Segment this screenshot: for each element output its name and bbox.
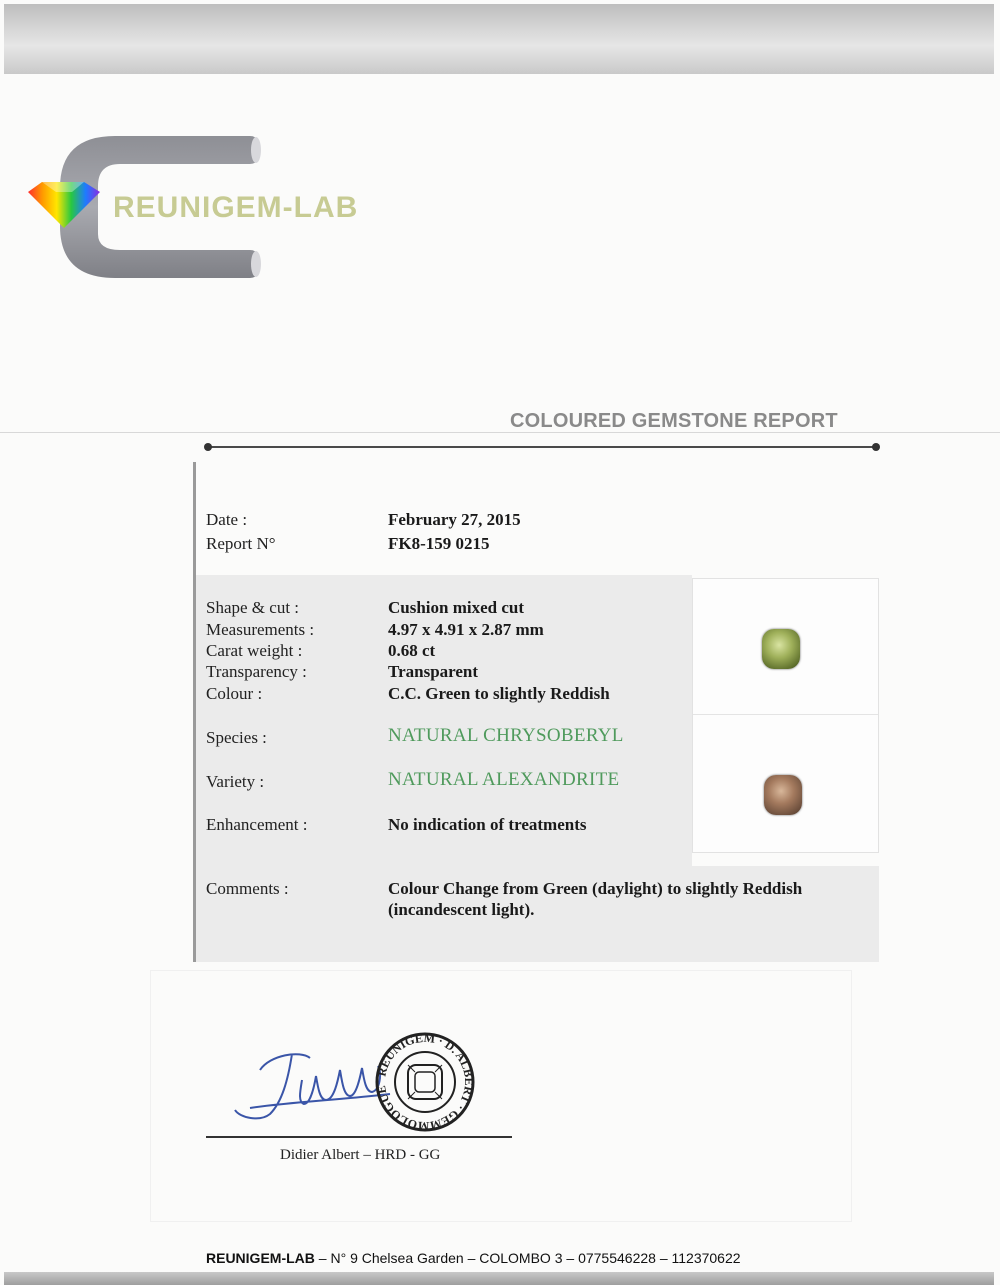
bottom-footer-band	[4, 1272, 994, 1285]
carat-weight-label: Carat weight :	[206, 641, 303, 660]
enhancement-value: No indication of treatments	[388, 815, 587, 834]
comments-value-line2: (incandescent light).	[388, 900, 535, 919]
footer-address	[206, 1250, 741, 1266]
enhancement-label: Enhancement :	[206, 815, 308, 834]
comments-label: Comments :	[206, 879, 289, 898]
colour-value: C.C. Green to slightly Reddish	[388, 684, 610, 703]
transparency-value: Transparent	[388, 662, 479, 681]
report-number-label: Report N°	[206, 534, 276, 553]
paper-fold-line	[0, 432, 1000, 433]
signature-line	[206, 1136, 512, 1138]
gem-photo-incandescent	[764, 775, 802, 815]
title-divider	[208, 446, 876, 448]
footer-contact: N° 9 Chelsea Garden – COLOMBO 3 – 0775546228 – 112370622	[330, 1250, 741, 1266]
measurements-label: Measurements :	[206, 620, 315, 639]
report-title: COLOURED GEMSTONE REPORT	[510, 410, 838, 432]
logo-wordmark: REUNIGEM-LAB	[113, 191, 359, 224]
shape-cut-value: Cushion mixed cut	[388, 598, 525, 617]
species-label: Species :	[206, 728, 267, 747]
signature-and-seal	[230, 1030, 490, 1140]
photo-divider	[693, 714, 878, 715]
species-value: NATURAL CHRYSOBERYL	[388, 725, 624, 746]
top-header-band	[4, 4, 994, 74]
signer-name: Didier Albert – HRD - GG	[280, 1147, 441, 1163]
variety-value: NATURAL ALEXANDRITE	[388, 769, 620, 790]
comments-value-line1: Colour Change from Green (daylight) to slightly Reddish	[388, 879, 803, 898]
transparency-label: Transparency :	[206, 662, 307, 681]
measurements-value: 4.97 x 4.91 x 2.87 mm	[388, 620, 544, 639]
carat-weight-value: 0.68 ct	[388, 641, 436, 660]
gemmologue-seal-icon	[374, 1031, 476, 1133]
svg-text:REUNIGEM · D. ALBERT · GEMMOLO: REUNIGEM · D. ALBERT · GEMMOLOGUE	[374, 1030, 477, 1134]
colour-label: Colour :	[206, 684, 263, 703]
date-value: February 27, 2015	[388, 510, 521, 529]
footer-separator: –	[314, 1250, 331, 1266]
variety-label: Variety :	[206, 772, 265, 791]
date-label: Date :	[206, 510, 248, 529]
footer-brand: REUNIGEM-LAB	[206, 1250, 315, 1266]
gem-photo-daylight	[762, 629, 800, 669]
shape-cut-label: Shape & cut :	[206, 598, 300, 617]
report-number-value: FK8-159 0215	[388, 534, 490, 553]
